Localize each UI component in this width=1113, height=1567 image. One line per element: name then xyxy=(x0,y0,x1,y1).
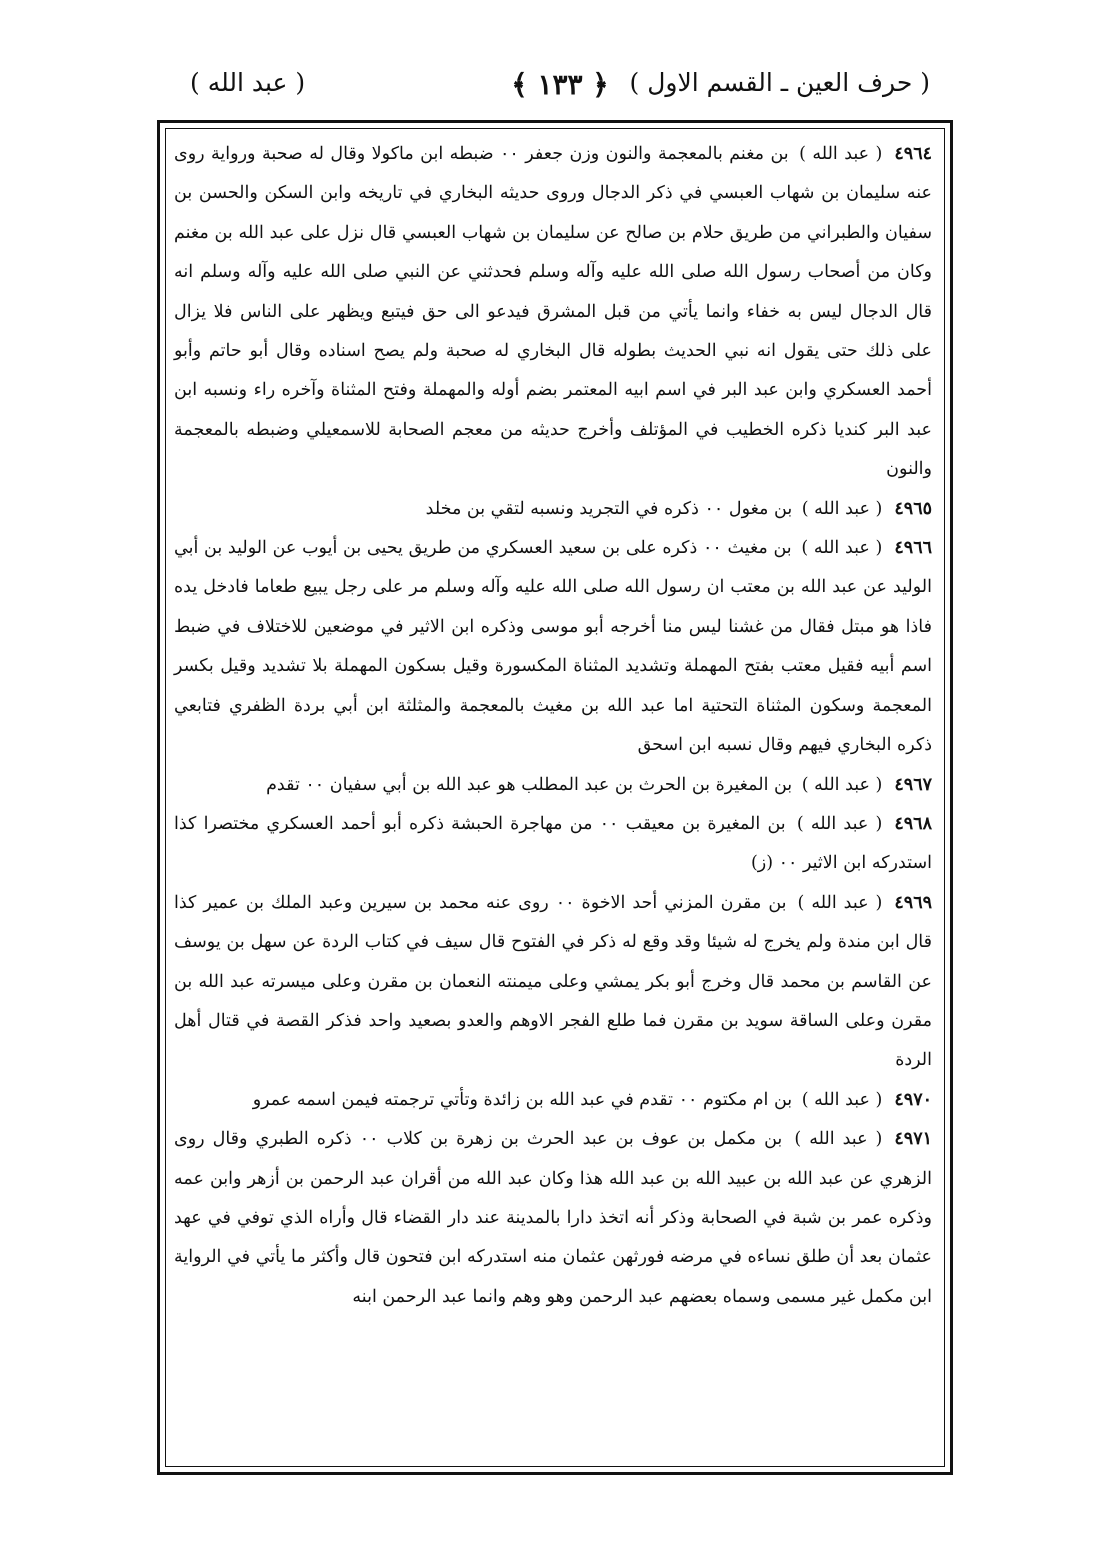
entry xyxy=(174,135,932,490)
entry-text: بن مغول ٠٠ ذكره في التجريد ونسبه لتقي بن مخلد xyxy=(425,498,793,519)
entry xyxy=(174,766,932,805)
entry xyxy=(174,884,932,1081)
entry-text: بن المغيرة بن الحرث بن عبد المطلب هو عبد الله بن أبي سفيان ٠٠ تقدم xyxy=(266,774,793,795)
page-number: ﴿ ١٣٣ ﴾ xyxy=(511,68,609,101)
entry-number: ٤٩٦٦ xyxy=(894,538,932,559)
entry-text: بن مكمل بن عوف بن عبد الحرث بن زهرة بن كلاب ٠٠ ذكره الطبري وقال روى الزهري عن عبد الله بن عبيد الله بن عبد الله هذا وكان عبد الله من أقران عبد الرحمن بن أزهر وابن عمه وذكره عمر بن شبة في الصحابة وذكر أنه اتخذ دارا بالمدينة عند دار القضاء قال وأراه الذي توفي في عهد عثمان بعد أن طلق نساءه في مرضه فورثهن عثمان منه استدركه ابن فتحون قال وأكثر ما يأتي في الرواية ابن مكمل غير مسمى وسماه بعضهم عبد الرحمن وهو وهم وانما عبد الرحمن ابنه xyxy=(174,1129,932,1307)
chapter-heading: ( حرف العين ـ القسم الاول ) xyxy=(629,68,930,97)
entry-name: ( عبد الله ) xyxy=(801,1089,883,1110)
entry-text: بن مغنم بالمعجمة والنون وزن جعفر ٠٠ ضبطه ابن ماكولا وقال له صحبة ورواية روى عنه سليمان بن شهاب العبسي في ذكر الدجال وروى حديثه البخاري في تاريخه وابن السكن والحسن بن سفيان والطبراني من طريق حلام بن صالح عن سليمان بن شهاب العبسي قال نزل على عبد الله بن مغنم وكان من أصحاب رسول الله صلى الله عليه وآله وسلم فحدثني عن النبي صلى الله عليه وآله وسلم انه قال الدجال ليس به خفاء وانما يأتي من قبل المشرق فيدعو الى حق فيتبع ويظهر على الناس فلا يزال على ذلك حتى يقول انه نبي الحديث بطوله قال البخاري له صحبة ولم يصح اسناده وقال أبو حاتم وأبو أحمد العسكري وابن عبد البر في اسم ابيه المعتمر بضم أوله والمهملة وفتح المثناة وآخره راء ونسبه ابن عبد البر كنديا ذكره الخطيب في المؤتلف وأخرج حديثه من معجم الصحابة للاسمعيلي وضبطه بالمعجمة والنون xyxy=(174,144,932,480)
entry-number: ٤٩٦٧ xyxy=(894,774,932,795)
entry xyxy=(174,1120,932,1317)
entry-number: ٤٩٧٠ xyxy=(894,1089,932,1110)
entry xyxy=(174,805,932,884)
entry-name: ( عبد الله ) xyxy=(799,144,883,164)
entry-number: ٤٩٦٨ xyxy=(894,813,932,834)
entry-text: بن مغيث ٠٠ ذكره على بن سعيد العسكري من طريق يحيى بن أيوب عن الوليد بن أبي الوليد عن عبد الله بن معتب ان رسول الله صلى الله عليه وآله وسلم مر على رجل يبيع طعاما فادخل يده فاذا هو مبتل فقال من غشنا ليس منا أخرجه أبو موسى وذكره ابن الاثير في موضعين للاختلاف في ضبط اسم أبيه فقيل معتب بفتح المهملة وتشديد المثناة المكسورة وقيل بسكون المهملة بلا تشديد وقيل بكسر المعجمة وسكون المثناة التحتية اما عبد الله بن مغيث بالمعجمة والمثلثة ابن أبي بردة الظفري فتابعي ذكره البخاري فيهم وقال نسبه ابن اسحق xyxy=(174,538,932,756)
entry xyxy=(174,1081,932,1120)
entry xyxy=(174,490,932,529)
entry-number: ٤٩٦٥ xyxy=(894,498,932,519)
entry-name: ( عبد الله ) xyxy=(796,813,883,834)
entry-number: ٤٩٧١ xyxy=(894,1129,932,1150)
entry-name: ( عبد الله ) xyxy=(801,774,883,795)
entry-name: ( عبد الله ) xyxy=(797,892,883,913)
text-frame xyxy=(157,120,953,1475)
entry-text: بن مقرن المزني أحد الاخوة ٠٠ روى عنه محمد بن سيرين وعبد الملك بن عمير كذا قال ابن مندة ولم يخرج له شيئا وقد وقع له ذكر في الفتوح قال سيف في كتاب الردة عن سهل بن يوسف عن القاسم بن محمد قال وخرج أبو بكر يمشي وعلى ميمنته النعمان بن مقرن وعلى ميسرته عبد الله بن مقرن وعلى الساقة سويد بن مقرن فما طلع الفجر الاوهم والعدو بصعيد واحد فذكر القصة في قتال أهل الردة xyxy=(174,892,932,1071)
entry-name: ( عبد الله ) xyxy=(801,498,883,519)
entry-name: ( عبد الله ) xyxy=(801,538,883,559)
entry-number: ٤٩٦٩ xyxy=(894,892,932,913)
entry-number: ٤٩٦٤ xyxy=(894,144,932,164)
entry xyxy=(174,529,932,765)
entry-text: بن ام مكتوم ٠٠ تقدم في عبد الله بن زائدة وتأتي ترجمته فيمن اسمه عمرو xyxy=(252,1089,793,1110)
page-header xyxy=(190,68,930,108)
entry-text: بن المغيرة بن معيقب ٠٠ من مهاجرة الحبشة ذكره أبو أحمد العسكري مختصرا كذا استدركه ابن الاثير ٠٠ (ز) xyxy=(174,813,932,874)
entry-name: ( عبد الله ) xyxy=(794,1129,883,1150)
running-title: ( عبد الله ) xyxy=(190,68,306,97)
entries-body xyxy=(174,135,932,1317)
